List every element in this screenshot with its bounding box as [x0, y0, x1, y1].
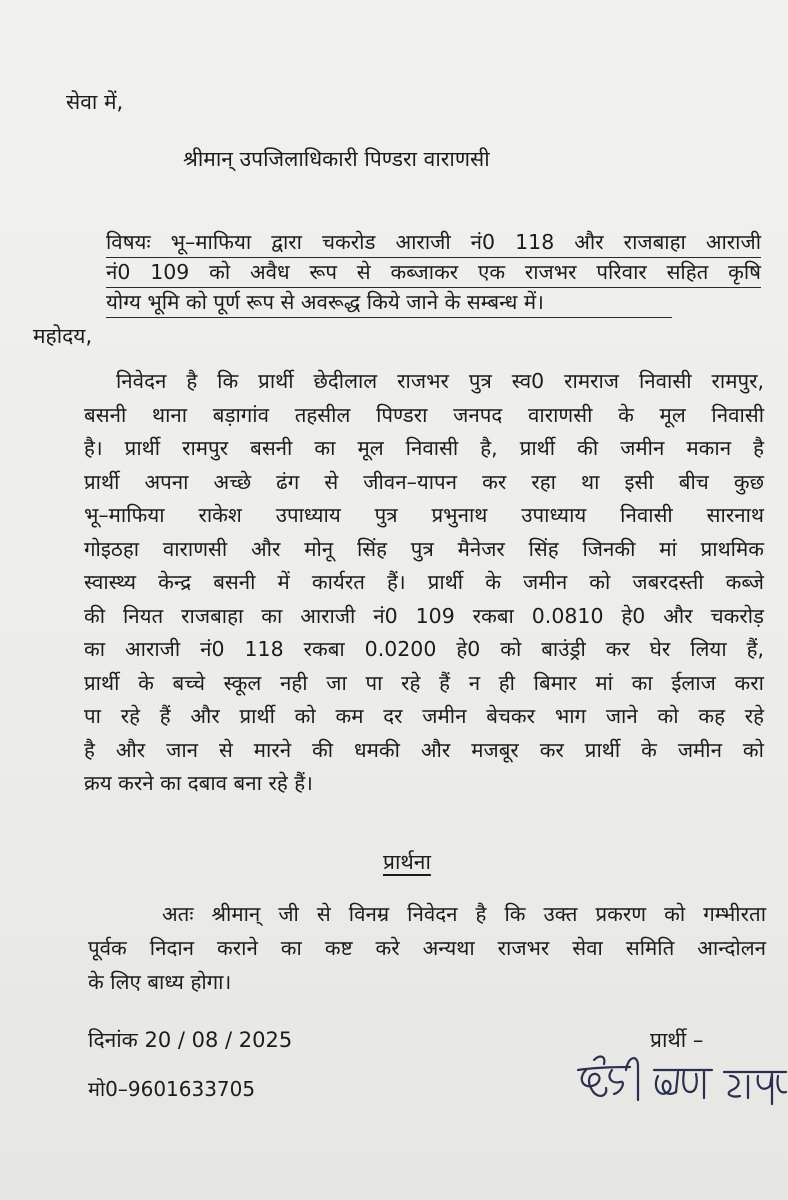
body-line: का आराजी नं0 118 रकबा 0.0200 हे0 को बाउंड्री कर घेर लिया हैं, — [84, 637, 764, 661]
body-line: निवेदन है कि प्रार्थी छेदीलाल राजभर पुत्र स्व0 रामराज निवासी रामपुर, — [116, 369, 764, 393]
subject-block — [106, 228, 761, 318]
body-line: स्वास्थ्य केन्द्र बसनी में कार्यरत हैं। प्रार्थी के जमीन को जबरदस्ती कब्जे — [84, 570, 764, 594]
subject-line: योग्य भूमि को पूर्ण रूप से अवरूद्ध किये जाने के सम्बन्ध में। — [106, 288, 672, 318]
body-line: प्रार्थी अपना अच्छे ढंग से जीवन–यापन कर रहा था इसी बीच कुछ — [84, 469, 764, 494]
subject-line: नं0 109 को अवैध रूप से कब्जाकर एक राजभर परिवार सहित कृषि — [106, 258, 761, 288]
body-line: पा रहे हैं और प्रार्थी को कम दर जमीन बेचकर भाग जाने को कह रहे — [84, 704, 764, 728]
prayer-line: पूर्वक निदान कराने का कष्ट करे अन्यथा राजभर सेवा समिति आन्दोलन — [88, 936, 766, 960]
handwritten-signature — [572, 1048, 788, 1118]
body-line: प्रार्थी के बच्चे स्कूल नही जा पा रहे हैं न ही बिमार मां का ईलाज करा — [84, 670, 764, 695]
body-line: है और जान से मारने की धमकी और मजबूर कर प्रार्थी के जमीन को — [84, 737, 764, 762]
mobile-number: मो0–9601633705 — [88, 1077, 256, 1101]
prayer-heading: प्रार्थना — [383, 850, 431, 874]
subject-line: विषयः भू–माफिया द्वारा चकरोड आराजी नं0 118 और राजबाहा आराजी — [106, 228, 761, 258]
greeting: महोदय, — [33, 324, 93, 348]
body-line: बसनी थाना बड़ागांव तहसील पिण्डरा जनपद वाराणसी के मूल निवासी — [84, 402, 764, 427]
body-line: गोइठहा वाराणसी और मोनू सिंह पुत्र मैनेजर सिंह जिनकी मां प्राथमिक — [84, 536, 764, 561]
letter-date: दिनांक 20 / 08 / 2025 — [88, 1028, 293, 1052]
prayer-line: के लिए बाध्य होगा। — [88, 970, 232, 994]
body-line: की नियत राजबाहा का आराजी नं0 109 रकबा 0.0810 हे0 और चकरोड़ — [84, 603, 764, 628]
body-line: क्रय करने का दबाव बना रहे हैं। — [84, 771, 313, 795]
applicant-label: प्रार्थी – — [650, 1028, 704, 1052]
salutation-to: सेवा में, — [66, 90, 124, 114]
addressee: श्रीमान् उपजिलाधिकारी पिण्डरा वाराणसी — [183, 147, 490, 171]
body-line: है। प्रार्थी रामपुर बसनी का मूल निवासी है, प्रार्थी की जमीन मकान है — [84, 436, 764, 460]
prayer-paragraph — [88, 897, 766, 999]
prayer-line: अतः श्रीमान् जी से विनम्र निवेदन है कि उक्त प्रकरण को गम्भीरता — [162, 902, 766, 926]
body-paragraph — [84, 365, 764, 801]
body-line: भू–माफिया राकेश उपाध्याय पुत्र प्रभुनाथ उपाध्याय निवासी सारनाथ — [84, 503, 764, 527]
